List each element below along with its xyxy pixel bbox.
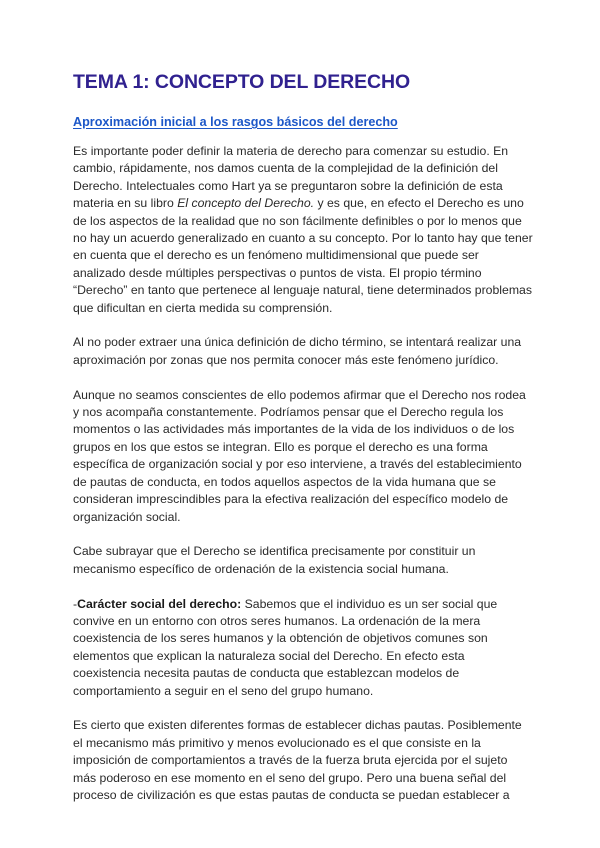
book-title: El concepto del Derecho.: [177, 196, 315, 211]
paragraph-4: [73, 543, 533, 578]
text-line: analizado desde múltiples perspectivas o puntos de vista. El propio término: [73, 265, 482, 280]
text-run: y es que, en efecto el Derecho es uno: [314, 196, 524, 211]
text-line: Es cierto que existen diferentes formas de establecer dichas pautas. Posiblemente: [73, 718, 522, 733]
text-line: grupos en los que estos se integran. Ello es porque el derecho es una forma: [73, 439, 488, 454]
text-line: el mecanismo más primitivo y menos evolucionado es el que consiste en la: [73, 735, 481, 750]
text-line: coexistencia de los seres humanos y la obtención de objetivos comunes son: [73, 631, 488, 646]
text-line: de pautas de conducta, en todos aquellos aspectos de la vida humana que se: [73, 474, 496, 489]
text-line: momentos o las actividades más importantes de la vida de los individuos o de los: [73, 422, 515, 437]
text-line: coexistencia necesita pautas de conducta que establezcan modelos de: [73, 666, 460, 681]
text-line: imposición de comportamientos a través de la fuerza bruta ejercida por el sujeto: [73, 753, 508, 768]
text-line: aproximación por zonas que nos permita conocer más este fenómeno jurídico.: [73, 352, 499, 367]
paragraph-6: [73, 717, 533, 804]
paragraph-1: [73, 143, 533, 317]
text-line: Cabe subrayar que el Derecho se identifica precisamente por constituir un: [73, 544, 476, 559]
paragraph-3: [73, 387, 533, 526]
text-line: mecanismo específico de ordenación de la existencia social humana.: [73, 561, 449, 576]
text-line: organización social.: [73, 509, 181, 524]
paragraph-5: [73, 596, 533, 700]
text-line: Aunque no seamos conscientes de ello podemos afirmar que el Derecho nos rodea: [73, 387, 526, 402]
text-line: Al no poder extraer una única definición de dicho término, se intentará realizar una: [73, 335, 522, 350]
text-line: en cuenta que el derecho es un fenómeno multidimensional que puede ser: [73, 248, 479, 263]
text-line: no hay un acuerdo generalizado en cuanto a su concepto. Por lo tanto hay que tener: [73, 231, 533, 246]
text-line: y nos acompaña constantemente. Podríamos pensar que el Derecho regula los: [73, 405, 504, 420]
text-line: [73, 195, 533, 212]
text-line: específica de organización social y por eso interviene, a través del establecimiento: [73, 457, 522, 472]
text-line: consideran imprescindibles para la efectiva realización del específico modelo de: [73, 492, 509, 507]
text-line: proceso de civilización es que estas pautas de conducta se puedan establecer a: [73, 787, 510, 802]
text-run: Sabemos que el individuo es un ser social que: [241, 596, 498, 611]
section-heading-link[interactable]: Aproximación inicial a los rasgos básicos del derecho: [73, 115, 398, 129]
text-line: Derecho. Intelectuales como Hart ya se preguntaron sobre la definición de esta: [73, 178, 503, 193]
text-line: “Derecho” en tanto que pertenece al lenguaje natural, tiene determinados problemas: [73, 283, 532, 298]
text-line: convive en un entorno con otros seres humanos. La ordenación de la mera: [73, 613, 481, 628]
text-run: materia en su libro: [73, 196, 178, 211]
document-title: TEMA 1: CONCEPTO DEL DERECHO: [73, 71, 411, 93]
text-line: más poderoso en ese momento en el seno del grupo. Pero una buena señal del: [73, 770, 507, 785]
text-line: cambio, rápidamente, nos damos cuenta de la complejidad de la definición del: [73, 161, 498, 176]
bold-heading: Carácter social del derecho:: [77, 596, 242, 611]
text-run: -: [73, 596, 78, 611]
text-line: elementos que explican la naturaleza social del Derecho. En efecto esta: [73, 648, 465, 663]
text-line: Es importante poder definir la materia de derecho para comenzar su estudio. En: [73, 144, 509, 158]
text-line: [73, 596, 533, 613]
paragraph-2: [73, 334, 533, 369]
text-line: comportamiento a seguir en el seno del grupo humano.: [73, 683, 374, 698]
text-line: de los aspectos de la realidad que no son fácilmente definibles o por lo menos que: [73, 213, 522, 228]
document-page: [73, 68, 533, 804]
text-line: que dificultan en cierta medida su comprensión.: [73, 300, 333, 315]
